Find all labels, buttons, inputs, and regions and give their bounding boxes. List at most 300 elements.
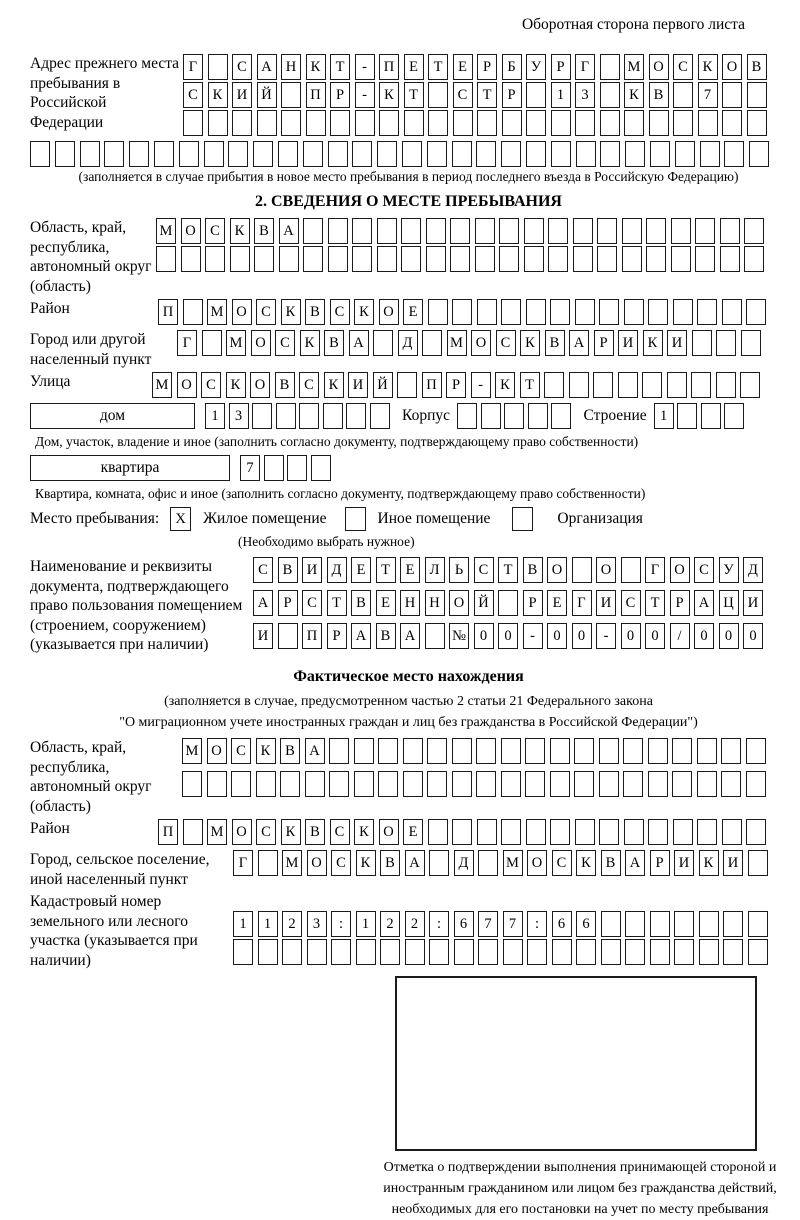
char-box[interactable]: Д — [398, 330, 418, 356]
char-box[interactable] — [551, 141, 571, 167]
char-box[interactable]: Н — [400, 590, 420, 616]
char-box[interactable]: К — [624, 82, 644, 108]
char-box[interactable]: С — [552, 850, 572, 876]
char-box[interactable]: 1 — [233, 911, 253, 937]
char-box[interactable] — [475, 246, 495, 272]
char-box[interactable] — [354, 771, 374, 797]
char-box[interactable] — [281, 110, 301, 136]
char-box[interactable] — [646, 246, 666, 272]
char-box[interactable]: С — [330, 299, 350, 325]
char-box[interactable]: В — [254, 218, 274, 244]
char-box[interactable] — [55, 141, 75, 167]
char-box[interactable] — [501, 738, 521, 764]
char-box[interactable]: : — [527, 911, 547, 937]
char-box[interactable] — [622, 218, 642, 244]
char-box[interactable] — [422, 330, 442, 356]
char-box[interactable] — [721, 738, 741, 764]
char-box[interactable]: Е — [403, 299, 423, 325]
char-box[interactable]: С — [331, 850, 351, 876]
char-box[interactable] — [746, 771, 766, 797]
char-box[interactable]: 1 — [205, 403, 225, 429]
char-box[interactable]: Г — [233, 850, 253, 876]
char-box[interactable] — [692, 330, 712, 356]
char-box[interactable]: Р — [327, 623, 347, 649]
char-box[interactable] — [426, 246, 446, 272]
char-box[interactable] — [377, 218, 397, 244]
char-box[interactable]: С — [302, 590, 322, 616]
char-box[interactable]: № — [449, 623, 469, 649]
char-box[interactable]: 7 — [478, 911, 498, 937]
char-box[interactable]: - — [523, 623, 543, 649]
char-box[interactable]: О — [250, 372, 270, 398]
char-box[interactable]: С — [453, 82, 473, 108]
char-box[interactable] — [80, 141, 100, 167]
char-box[interactable]: Й — [373, 372, 393, 398]
char-box[interactable]: О — [596, 557, 616, 583]
char-box[interactable]: М — [447, 330, 467, 356]
char-box[interactable] — [457, 403, 477, 429]
char-box[interactable]: 0 — [743, 623, 763, 649]
char-box[interactable] — [254, 246, 274, 272]
char-box[interactable]: К — [643, 330, 663, 356]
char-box[interactable] — [648, 738, 668, 764]
char-box[interactable]: О — [649, 54, 669, 80]
char-box[interactable]: М — [207, 299, 227, 325]
char-box[interactable]: О — [251, 330, 271, 356]
char-box[interactable] — [499, 218, 519, 244]
char-box[interactable]: К — [208, 82, 228, 108]
char-box[interactable]: Д — [327, 557, 347, 583]
char-box[interactable]: К — [698, 54, 718, 80]
char-box[interactable] — [695, 246, 715, 272]
char-box[interactable] — [258, 850, 278, 876]
char-box[interactable]: Р — [594, 330, 614, 356]
char-box[interactable]: А — [400, 623, 420, 649]
char-box[interactable] — [671, 218, 691, 244]
char-box[interactable] — [373, 330, 393, 356]
char-box[interactable] — [452, 771, 472, 797]
char-box[interactable] — [276, 403, 296, 429]
char-box[interactable] — [204, 141, 224, 167]
char-box[interactable] — [427, 771, 447, 797]
char-box[interactable] — [650, 939, 670, 965]
char-box[interactable]: Е — [376, 590, 396, 616]
char-box[interactable]: - — [355, 82, 375, 108]
char-box[interactable] — [378, 771, 398, 797]
char-box[interactable] — [673, 819, 693, 845]
char-box[interactable] — [623, 771, 643, 797]
char-box[interactable] — [623, 738, 643, 764]
char-box[interactable]: П — [306, 82, 326, 108]
char-box[interactable]: Т — [327, 590, 347, 616]
char-box[interactable] — [749, 141, 769, 167]
char-box[interactable] — [253, 141, 273, 167]
char-box[interactable]: 3 — [575, 82, 595, 108]
char-box[interactable] — [208, 110, 228, 136]
char-box[interactable] — [599, 771, 619, 797]
char-box[interactable] — [202, 330, 222, 356]
char-box[interactable] — [625, 939, 645, 965]
char-box[interactable]: 0 — [498, 623, 518, 649]
char-box[interactable] — [426, 218, 446, 244]
char-box[interactable]: С — [299, 372, 319, 398]
char-box[interactable]: Т — [645, 590, 665, 616]
char-box[interactable]: О — [232, 819, 252, 845]
char-box[interactable]: С — [256, 819, 276, 845]
char-box[interactable]: И — [723, 850, 743, 876]
char-box[interactable] — [575, 110, 595, 136]
char-box[interactable] — [354, 738, 374, 764]
char-box[interactable] — [179, 141, 199, 167]
char-box[interactable] — [748, 850, 768, 876]
char-box[interactable] — [526, 110, 546, 136]
char-box[interactable] — [597, 246, 617, 272]
char-box[interactable] — [526, 82, 546, 108]
char-box[interactable]: 2 — [405, 911, 425, 937]
checkbox-zhiloe[interactable]: X — [170, 507, 191, 531]
char-box[interactable] — [551, 403, 571, 429]
char-box[interactable]: И — [232, 82, 252, 108]
char-box[interactable]: А — [625, 850, 645, 876]
char-box[interactable]: В — [601, 850, 621, 876]
char-box[interactable]: С — [673, 54, 693, 80]
char-box[interactable]: 3 — [307, 911, 327, 937]
char-box[interactable] — [550, 299, 570, 325]
char-box[interactable] — [723, 911, 743, 937]
char-box[interactable] — [746, 738, 766, 764]
char-box[interactable] — [744, 218, 764, 244]
char-box[interactable]: К — [356, 850, 376, 876]
char-box[interactable]: С — [621, 590, 641, 616]
char-box[interactable]: О — [177, 372, 197, 398]
char-box[interactable]: Т — [520, 372, 540, 398]
char-box[interactable]: И — [253, 623, 273, 649]
char-box[interactable] — [650, 141, 670, 167]
char-box[interactable]: В — [523, 557, 543, 583]
char-box[interactable]: К — [495, 372, 515, 398]
char-box[interactable] — [746, 819, 766, 845]
char-box[interactable] — [601, 939, 621, 965]
char-box[interactable]: В — [324, 330, 344, 356]
char-box[interactable] — [501, 299, 521, 325]
char-box[interactable]: А — [351, 623, 371, 649]
char-box[interactable]: А — [279, 218, 299, 244]
char-box[interactable]: Д — [743, 557, 763, 583]
char-box[interactable]: Г — [183, 54, 203, 80]
char-box[interactable]: - — [471, 372, 491, 398]
char-box[interactable]: У — [526, 54, 546, 80]
char-box[interactable] — [428, 819, 448, 845]
char-box[interactable] — [575, 299, 595, 325]
checkbox-inoe[interactable] — [345, 507, 366, 531]
char-box[interactable] — [233, 939, 253, 965]
char-box[interactable] — [673, 82, 693, 108]
char-box[interactable] — [677, 403, 697, 429]
char-box[interactable] — [741, 330, 761, 356]
char-box[interactable] — [287, 455, 307, 481]
char-box[interactable] — [622, 246, 642, 272]
char-box[interactable]: / — [670, 623, 690, 649]
char-box[interactable] — [501, 771, 521, 797]
char-box[interactable] — [232, 110, 252, 136]
char-box[interactable] — [526, 299, 546, 325]
char-box[interactable] — [476, 738, 496, 764]
char-box[interactable] — [401, 218, 421, 244]
char-box[interactable]: С — [205, 218, 225, 244]
char-box[interactable] — [526, 141, 546, 167]
char-box[interactable] — [257, 110, 277, 136]
char-box[interactable] — [452, 299, 472, 325]
char-box[interactable] — [574, 738, 594, 764]
char-box[interactable]: К — [256, 738, 276, 764]
char-box[interactable] — [667, 372, 687, 398]
char-box[interactable] — [428, 110, 448, 136]
char-box[interactable] — [427, 738, 447, 764]
char-box[interactable]: В — [649, 82, 669, 108]
char-box[interactable]: К — [520, 330, 540, 356]
char-box[interactable]: М — [182, 738, 202, 764]
char-box[interactable]: И — [596, 590, 616, 616]
char-box[interactable] — [699, 939, 719, 965]
char-box[interactable]: В — [380, 850, 400, 876]
char-box[interactable] — [524, 246, 544, 272]
char-box[interactable] — [502, 110, 522, 136]
char-box[interactable]: А — [569, 330, 589, 356]
char-box[interactable] — [104, 141, 124, 167]
char-box[interactable]: М — [226, 330, 246, 356]
char-box[interactable] — [673, 110, 693, 136]
char-box[interactable]: К — [281, 299, 301, 325]
char-box[interactable] — [425, 623, 445, 649]
char-box[interactable] — [454, 939, 474, 965]
char-box[interactable]: - — [596, 623, 616, 649]
char-box[interactable] — [672, 771, 692, 797]
char-box[interactable] — [428, 299, 448, 325]
char-box[interactable]: М — [156, 218, 176, 244]
char-box[interactable]: Е — [400, 557, 420, 583]
char-box[interactable] — [355, 110, 375, 136]
char-box[interactable]: И — [667, 330, 687, 356]
char-box[interactable] — [328, 218, 348, 244]
char-box[interactable] — [258, 939, 278, 965]
char-box[interactable]: Е — [404, 54, 424, 80]
char-box[interactable] — [695, 218, 715, 244]
char-box[interactable] — [230, 246, 250, 272]
char-box[interactable] — [642, 372, 662, 398]
char-box[interactable]: Й — [257, 82, 277, 108]
char-box[interactable]: : — [429, 911, 449, 937]
char-box[interactable] — [499, 246, 519, 272]
char-box[interactable]: О — [307, 850, 327, 876]
char-box[interactable]: С — [496, 330, 516, 356]
char-box[interactable]: Е — [403, 819, 423, 845]
char-box[interactable] — [452, 141, 472, 167]
char-box[interactable] — [181, 246, 201, 272]
char-box[interactable] — [303, 246, 323, 272]
char-box[interactable] — [551, 110, 571, 136]
char-box[interactable] — [403, 738, 423, 764]
char-box[interactable]: Т — [376, 557, 396, 583]
char-box[interactable] — [329, 771, 349, 797]
char-box[interactable]: Г — [177, 330, 197, 356]
char-box[interactable] — [477, 299, 497, 325]
char-box[interactable]: А — [349, 330, 369, 356]
char-box[interactable]: Е — [547, 590, 567, 616]
char-box[interactable] — [573, 246, 593, 272]
char-box[interactable]: М — [503, 850, 523, 876]
char-box[interactable]: В — [351, 590, 371, 616]
char-box[interactable] — [552, 939, 572, 965]
char-box[interactable] — [550, 738, 570, 764]
char-box[interactable] — [183, 110, 203, 136]
char-box[interactable]: С — [232, 54, 252, 80]
char-box[interactable]: - — [355, 54, 375, 80]
char-box[interactable] — [674, 911, 694, 937]
char-box[interactable] — [569, 372, 589, 398]
char-box[interactable] — [716, 330, 736, 356]
char-box[interactable] — [264, 455, 284, 481]
char-box[interactable]: 0 — [572, 623, 592, 649]
char-box[interactable]: 1 — [258, 911, 278, 937]
char-box[interactable]: К — [379, 82, 399, 108]
char-box[interactable]: И — [618, 330, 638, 356]
char-box[interactable]: И — [302, 557, 322, 583]
char-box[interactable]: Н — [281, 54, 301, 80]
char-box[interactable]: Д — [454, 850, 474, 876]
char-box[interactable]: К — [324, 372, 344, 398]
char-box[interactable] — [576, 939, 596, 965]
char-box[interactable]: А — [257, 54, 277, 80]
char-box[interactable] — [427, 141, 447, 167]
char-box[interactable] — [183, 299, 203, 325]
char-box[interactable]: Л — [425, 557, 445, 583]
char-box[interactable]: Ц — [719, 590, 739, 616]
char-box[interactable] — [697, 771, 717, 797]
char-box[interactable] — [476, 141, 496, 167]
char-box[interactable] — [380, 939, 400, 965]
char-box[interactable] — [352, 218, 372, 244]
char-box[interactable]: 7 — [240, 455, 260, 481]
char-box[interactable] — [624, 110, 644, 136]
char-box[interactable] — [401, 246, 421, 272]
char-box[interactable] — [311, 455, 331, 481]
char-box[interactable]: В — [275, 372, 295, 398]
char-box[interactable] — [697, 819, 717, 845]
char-box[interactable] — [30, 141, 50, 167]
char-box[interactable] — [208, 54, 228, 80]
char-box[interactable]: К — [281, 819, 301, 845]
char-box[interactable] — [721, 771, 741, 797]
char-box[interactable]: 2 — [380, 911, 400, 937]
char-box[interactable] — [307, 939, 327, 965]
char-box[interactable] — [747, 110, 767, 136]
char-box[interactable]: П — [302, 623, 322, 649]
char-box[interactable] — [573, 218, 593, 244]
char-box[interactable] — [481, 403, 501, 429]
char-box[interactable] — [352, 246, 372, 272]
char-box[interactable]: В — [545, 330, 565, 356]
char-box[interactable] — [624, 819, 644, 845]
char-box[interactable]: Р — [502, 82, 522, 108]
char-box[interactable] — [306, 110, 326, 136]
char-box[interactable] — [429, 939, 449, 965]
char-box[interactable]: В — [305, 819, 325, 845]
char-box[interactable] — [405, 939, 425, 965]
char-box[interactable] — [724, 403, 744, 429]
char-box[interactable]: Р — [477, 54, 497, 80]
char-box[interactable]: О — [527, 850, 547, 876]
char-box[interactable] — [744, 246, 764, 272]
char-box[interactable]: Т — [404, 82, 424, 108]
char-box[interactable]: В — [747, 54, 767, 80]
char-box[interactable]: 7 — [698, 82, 718, 108]
char-box[interactable]: Р — [278, 590, 298, 616]
char-box[interactable] — [501, 141, 521, 167]
char-box[interactable] — [624, 299, 644, 325]
char-box[interactable] — [724, 141, 744, 167]
char-box[interactable] — [526, 819, 546, 845]
char-box[interactable] — [378, 738, 398, 764]
char-box[interactable]: Й — [474, 590, 494, 616]
char-box[interactable]: В — [278, 557, 298, 583]
char-box[interactable] — [599, 299, 619, 325]
char-box[interactable]: Р — [446, 372, 466, 398]
char-box[interactable]: 0 — [645, 623, 665, 649]
char-box[interactable]: К — [230, 218, 250, 244]
char-box[interactable] — [698, 110, 718, 136]
char-box[interactable] — [281, 82, 301, 108]
char-box[interactable]: С — [474, 557, 494, 583]
char-box[interactable]: С — [201, 372, 221, 398]
char-box[interactable] — [618, 372, 638, 398]
char-box[interactable]: С — [275, 330, 295, 356]
char-box[interactable]: Б — [502, 54, 522, 80]
char-box[interactable] — [697, 299, 717, 325]
char-box[interactable] — [674, 939, 694, 965]
char-box[interactable] — [402, 141, 422, 167]
char-box[interactable] — [576, 141, 596, 167]
char-box[interactable] — [330, 110, 350, 136]
char-box[interactable] — [154, 141, 174, 167]
char-box[interactable]: Т — [428, 54, 448, 80]
char-box[interactable]: Р — [551, 54, 571, 80]
char-box[interactable] — [503, 939, 523, 965]
char-box[interactable] — [701, 403, 721, 429]
char-box[interactable] — [282, 939, 302, 965]
char-box[interactable] — [278, 141, 298, 167]
char-box[interactable] — [649, 110, 669, 136]
char-box[interactable]: К — [354, 819, 374, 845]
char-box[interactable] — [207, 771, 227, 797]
char-box[interactable] — [504, 403, 524, 429]
char-box[interactable] — [600, 110, 620, 136]
char-box[interactable] — [346, 403, 366, 429]
char-box[interactable] — [550, 819, 570, 845]
char-box[interactable] — [228, 141, 248, 167]
char-box[interactable] — [646, 218, 666, 244]
char-box[interactable]: Н — [425, 590, 445, 616]
char-box[interactable] — [723, 939, 743, 965]
char-box[interactable] — [746, 299, 766, 325]
char-box[interactable] — [328, 141, 348, 167]
char-box[interactable] — [575, 819, 595, 845]
char-box[interactable] — [697, 738, 717, 764]
char-box[interactable] — [593, 372, 613, 398]
char-box[interactable] — [597, 218, 617, 244]
char-box[interactable]: : — [331, 911, 351, 937]
char-box[interactable]: М — [282, 850, 302, 876]
char-box[interactable]: Г — [572, 590, 592, 616]
